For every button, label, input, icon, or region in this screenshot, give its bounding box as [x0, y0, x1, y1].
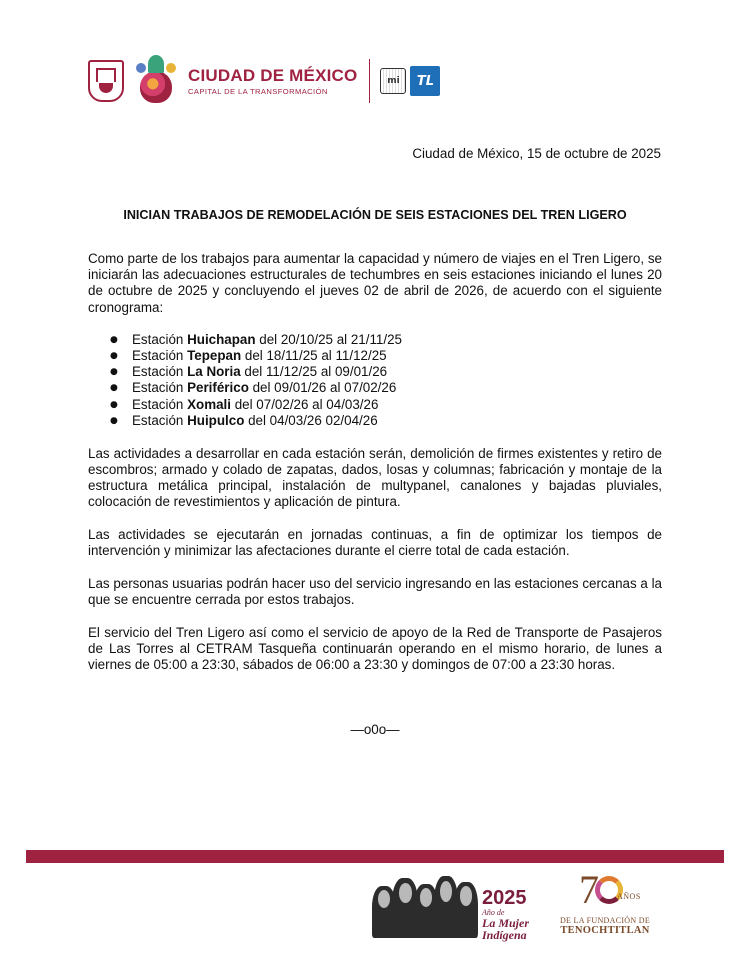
schedule-dates: del 04/03/26 02/04/26 — [244, 412, 378, 428]
schedule-dates: del 09/01/26 al 07/02/26 — [248, 380, 397, 396]
tenochtitlan-anniversary-logo — [555, 867, 655, 940]
schedule-dates: del 07/02/26 al 04/03/26 — [231, 396, 379, 412]
schedule-item — [110, 348, 662, 364]
year-line-2: Indígena — [482, 928, 527, 942]
year-of-indigenous-woman-logo — [482, 888, 529, 941]
paragraph-service-hours: El servicio del Tren Ligero así como el servicio de apoyo de la Red de Transporte de Pasajeros de Las Torres al CETRAM Tasqueña continuarán operando en el mismo horario, de lunes a viernes de 05:00 a 23:30, sábados de 06:00 a 23:30 y domingos de 07:00 a 23:30 horas. — [88, 624, 662, 673]
tren-ligero-logo-icon — [410, 66, 440, 96]
org-name: CIUDAD DE MÉXICO — [188, 66, 358, 85]
schedule-prefix: Estación — [132, 331, 188, 347]
schedule-list — [110, 332, 662, 429]
station-name: Tepepan — [187, 348, 242, 364]
paragraph-alternatives: Las personas usuarias podrán hacer uso del servicio ingresando en las estaciones cercanas a la que se encuentre cerrada por estos trabajos. — [88, 575, 662, 607]
tl-logo-text: TL — [416, 73, 435, 89]
heart-emblem-icon — [134, 53, 178, 109]
schedule-item — [110, 413, 662, 429]
station-name: La Noria — [187, 364, 241, 380]
schedule-dates: del 20/10/25 al 21/11/25 — [255, 331, 402, 347]
station-name: Huipulco — [187, 412, 245, 428]
anniversary-line-1: DE LA FUNDACIÓN DE — [559, 916, 651, 925]
schedule-item — [110, 332, 662, 348]
station-name: Periférico — [187, 380, 249, 396]
header-divider — [369, 59, 370, 103]
anniversary-word: AÑOS — [617, 892, 641, 901]
schedule-dates: del 11/12/25 al 09/01/26 — [240, 364, 388, 380]
women-portraits-icon — [372, 872, 478, 938]
intro-paragraph: Como parte de los trabajos para aumentar la capacidad y número de viajes en el Tren Ligero, se iniciarán las adecuaciones estructurales de techumbres en seis estaciones iniciando el lunes 20 de octubre de 2025 y concluyendo el jueves 02 de abril de 2026, de acuerdo con el siguiente cronograma: — [88, 251, 662, 315]
station-name: Xomali — [187, 396, 231, 412]
schedule-prefix: Estación — [132, 380, 188, 396]
org-tagline: CAPITAL DE LA TRANSFORMACIÓN — [188, 87, 328, 96]
coat-of-arms-icon — [88, 60, 124, 102]
closing-mark: —o0o— — [350, 722, 400, 737]
schedule-prefix: Estación — [132, 412, 188, 428]
schedule-prefix: Estación — [132, 364, 188, 380]
year-number: 2025 — [482, 887, 527, 909]
paragraph-activities: Las actividades a desarrollar en cada estación serán, demolición de firmes existentes y retiro de escombros; armado y colado de zapatas, dados, losas y columnas; fabricación y montaje de la estructura metálica principal, instalación de multypanel, canalones y bajadas pluviales, colocación de revestimientos y aplicación de pintura. — [88, 445, 662, 510]
schedule-prefix: Estación — [132, 348, 188, 364]
year-line-1: La Mujer — [482, 916, 530, 930]
page-title: INICIAN TRABAJOS DE REMODELACIÓN DE SEIS ESTACIONES DEL TREN LIGERO — [123, 208, 627, 222]
year-caption: Año de — [482, 908, 505, 917]
document-body — [88, 251, 662, 673]
schedule-item — [110, 380, 662, 396]
footer-bar — [26, 850, 724, 863]
date-line: Ciudad de México, 15 de octubre de 2025 — [412, 146, 661, 161]
anniversary-digit: 7 — [579, 867, 597, 912]
anniversary-line-2: TENOCHTITLAN — [560, 925, 650, 936]
mi-logo-icon — [380, 68, 406, 94]
schedule-prefix: Estación — [132, 396, 188, 412]
cdmx-wordmark — [188, 66, 357, 96]
station-name: Huichapan — [187, 331, 256, 347]
schedule-dates: del 18/11/25 al 11/12/25 — [241, 348, 387, 364]
schedule-item — [110, 364, 662, 380]
paragraph-continuous: Las actividades se ejecutarán en jornadas continuas, a fin de optimizar los tiempos de intervención y minimizar las afectaciones durante el cierre total de cada estación. — [88, 526, 662, 559]
mi-logo-text: mi — [387, 76, 400, 86]
schedule-item — [110, 397, 662, 413]
header-logos — [88, 52, 440, 110]
